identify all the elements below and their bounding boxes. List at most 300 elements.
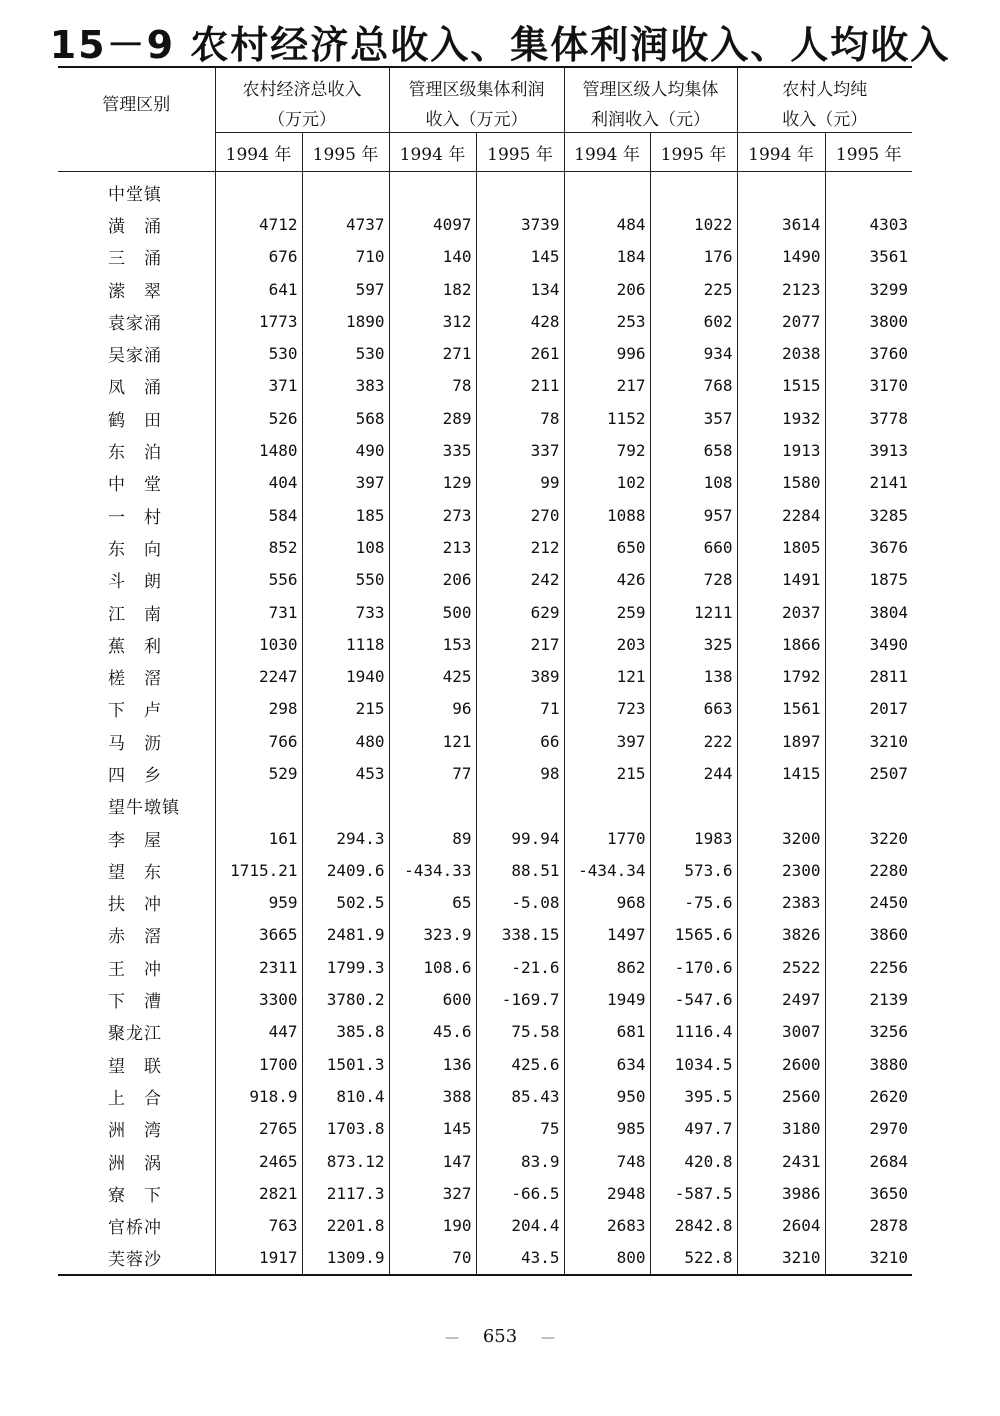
value-cell: 1799.3 bbox=[302, 951, 389, 983]
value-cell: 550 bbox=[302, 564, 389, 596]
value-cell: 1703.8 bbox=[302, 1113, 389, 1145]
value-cell: 71 bbox=[476, 693, 564, 725]
value-cell: 480 bbox=[302, 725, 389, 757]
value-cell: 2842.8 bbox=[650, 1210, 737, 1242]
value-cell bbox=[389, 172, 476, 209]
value-cell bbox=[650, 790, 737, 822]
value-cell: 45.6 bbox=[389, 1016, 476, 1048]
area-name: 官桥冲 bbox=[58, 1210, 215, 1242]
value-cell: 968 bbox=[564, 887, 650, 919]
group-header-line1: 农村人均纯 bbox=[737, 67, 912, 102]
value-cell: 959 bbox=[215, 887, 302, 919]
table-row bbox=[58, 402, 912, 434]
value-cell: 2821 bbox=[215, 1177, 302, 1209]
value-cell: 3739 bbox=[476, 208, 564, 240]
value-cell: 3285 bbox=[869, 505, 908, 525]
value-cell: 641 bbox=[215, 273, 302, 305]
value-cell: 1890 bbox=[302, 305, 389, 337]
area-name: 四 乡 bbox=[58, 757, 215, 789]
table-row bbox=[58, 1048, 912, 1080]
value-cell: 99 bbox=[476, 467, 564, 499]
value-cell: 502.5 bbox=[302, 887, 389, 919]
value-cell: -434.34 bbox=[564, 854, 650, 886]
value-cell: 1949 bbox=[564, 983, 650, 1015]
value-cell bbox=[302, 172, 389, 209]
value-cell: 996 bbox=[564, 337, 650, 369]
value-cell: 985 bbox=[564, 1113, 650, 1145]
value-cell: 3299 bbox=[869, 279, 908, 299]
value-cell: 1491 bbox=[737, 564, 825, 596]
table-row bbox=[58, 628, 912, 660]
value-cell: 3760 bbox=[869, 344, 908, 364]
value-cell: 3676 bbox=[869, 537, 908, 557]
town-name: 中堂镇 bbox=[58, 172, 215, 209]
area-name: 中 堂 bbox=[58, 467, 215, 499]
value-cell: 2123 bbox=[737, 273, 825, 305]
value-cell: 4712 bbox=[215, 208, 302, 240]
table-row bbox=[58, 1080, 912, 1112]
table-row bbox=[58, 499, 912, 531]
value-cell: 70 bbox=[389, 1242, 476, 1275]
value-cell: 862 bbox=[564, 951, 650, 983]
value-cell: 1480 bbox=[215, 434, 302, 466]
value-cell: 1022 bbox=[650, 208, 737, 240]
value-cell: 530 bbox=[215, 337, 302, 369]
area-name: 袁家涌 bbox=[58, 305, 215, 337]
value-cell: -170.6 bbox=[650, 951, 737, 983]
year-header: 1994 年 bbox=[737, 133, 825, 172]
table-row bbox=[58, 434, 912, 466]
value-cell: 3913 bbox=[869, 441, 908, 461]
value-cell: 121 bbox=[564, 660, 650, 692]
value-cell bbox=[389, 790, 476, 822]
value-cell: 918.9 bbox=[215, 1080, 302, 1112]
value-cell: 253 bbox=[564, 305, 650, 337]
page-footer bbox=[0, 1326, 1000, 1347]
area-name: 一 村 bbox=[58, 499, 215, 531]
value-cell: 89 bbox=[389, 822, 476, 854]
value-cell: 1116.4 bbox=[650, 1016, 737, 1048]
value-cell: 650 bbox=[564, 531, 650, 563]
table-row bbox=[58, 1145, 912, 1177]
year-header: 1995 年 bbox=[825, 133, 912, 172]
value-cell: 388 bbox=[389, 1080, 476, 1112]
value-cell: 957 bbox=[650, 499, 737, 531]
table-row bbox=[58, 531, 912, 563]
area-name: 聚龙江 bbox=[58, 1016, 215, 1048]
value-cell: 500 bbox=[389, 596, 476, 628]
value-cell: 395.5 bbox=[650, 1080, 737, 1112]
value-cell: 3561 bbox=[869, 247, 908, 267]
value-cell: 3220 bbox=[869, 828, 908, 848]
value-cell: 2450 bbox=[869, 893, 908, 913]
area-name: 洲 涡 bbox=[58, 1145, 215, 1177]
value-cell: 3880 bbox=[869, 1054, 908, 1074]
table-row bbox=[58, 951, 912, 983]
value-cell: 204.4 bbox=[476, 1210, 564, 1242]
table-row bbox=[58, 919, 912, 951]
value-cell: 658 bbox=[650, 434, 737, 466]
value-cell: 212 bbox=[476, 531, 564, 563]
value-cell: 2311 bbox=[215, 951, 302, 983]
value-cell: 147 bbox=[389, 1145, 476, 1177]
area-name: 赤 滘 bbox=[58, 919, 215, 951]
area-name: 下 卢 bbox=[58, 693, 215, 725]
value-cell bbox=[650, 172, 737, 209]
area-name: 洲 湾 bbox=[58, 1113, 215, 1145]
table-row bbox=[58, 660, 912, 692]
area-name: 三 涌 bbox=[58, 241, 215, 273]
value-cell: 2497 bbox=[737, 983, 825, 1015]
value-cell: 83.9 bbox=[476, 1145, 564, 1177]
group-header-line2: 收入（万元） bbox=[389, 102, 564, 133]
value-cell: 3860 bbox=[869, 925, 908, 945]
value-cell: 85.43 bbox=[476, 1080, 564, 1112]
value-cell: 426 bbox=[564, 564, 650, 596]
value-cell: 2077 bbox=[737, 305, 825, 337]
area-name: 槎 滘 bbox=[58, 660, 215, 692]
value-cell: 242 bbox=[476, 564, 564, 596]
value-cell: 634 bbox=[564, 1048, 650, 1080]
value-cell: 397 bbox=[302, 467, 389, 499]
value-cell: 312 bbox=[389, 305, 476, 337]
value-cell: 763 bbox=[215, 1210, 302, 1242]
value-cell: 203 bbox=[564, 628, 650, 660]
value-cell: 1118 bbox=[302, 628, 389, 660]
area-name: 望 东 bbox=[58, 854, 215, 886]
value-cell bbox=[215, 172, 302, 209]
area-name: 凤 涌 bbox=[58, 370, 215, 402]
value-cell: 273 bbox=[389, 499, 476, 531]
value-cell: 1088 bbox=[564, 499, 650, 531]
value-cell: 2247 bbox=[215, 660, 302, 692]
group-header-line2: （万元） bbox=[215, 102, 389, 133]
value-cell: 270 bbox=[476, 499, 564, 531]
value-cell: -169.7 bbox=[476, 983, 564, 1015]
area-name: 芙蓉沙 bbox=[58, 1242, 215, 1275]
value-cell: 1565.6 bbox=[650, 919, 737, 951]
value-cell: 3490 bbox=[869, 634, 908, 654]
value-cell: 873.12 bbox=[302, 1145, 389, 1177]
value-cell: 748 bbox=[564, 1145, 650, 1177]
table-row bbox=[58, 241, 912, 273]
value-cell: 1030 bbox=[215, 628, 302, 660]
table-body bbox=[58, 172, 912, 1276]
value-cell: 522.8 bbox=[650, 1242, 737, 1275]
value-cell: 2284 bbox=[737, 499, 825, 531]
value-cell: 136 bbox=[389, 1048, 476, 1080]
value-cell: 325 bbox=[650, 628, 737, 660]
value-cell: 428 bbox=[476, 305, 564, 337]
value-cell: 660 bbox=[650, 531, 737, 563]
value-cell: 602 bbox=[650, 305, 737, 337]
area-name: 上 合 bbox=[58, 1080, 215, 1112]
value-cell: 1792 bbox=[737, 660, 825, 692]
income-table bbox=[58, 66, 912, 1276]
value-cell: 206 bbox=[389, 564, 476, 596]
value-cell: 215 bbox=[302, 693, 389, 725]
value-cell: 259 bbox=[564, 596, 650, 628]
value-cell: 731 bbox=[215, 596, 302, 628]
value-cell: 129 bbox=[389, 467, 476, 499]
page-title: 15－9 农村经济总收入、集体利润收入、人均收入 bbox=[49, 23, 951, 67]
value-cell: 3665 bbox=[215, 919, 302, 951]
area-name: 潢 涌 bbox=[58, 208, 215, 240]
value-cell: -587.5 bbox=[650, 1177, 737, 1209]
value-cell: 65 bbox=[389, 887, 476, 919]
value-cell: 1034.5 bbox=[650, 1048, 737, 1080]
value-cell: 2560 bbox=[737, 1080, 825, 1112]
value-cell: 338.15 bbox=[476, 919, 564, 951]
value-cell: 185 bbox=[302, 499, 389, 531]
value-cell: 294.3 bbox=[302, 822, 389, 854]
value-cell: 2507 bbox=[869, 763, 908, 783]
value-cell: 852 bbox=[215, 531, 302, 563]
value-cell bbox=[476, 172, 564, 209]
year-header: 1995 年 bbox=[476, 133, 564, 172]
area-name: 下 漕 bbox=[58, 983, 215, 1015]
value-cell: 327 bbox=[389, 1177, 476, 1209]
year-header: 1995 年 bbox=[302, 133, 389, 172]
value-cell: 484 bbox=[564, 208, 650, 240]
value-cell: 1983 bbox=[650, 822, 737, 854]
value-cell: 77 bbox=[389, 757, 476, 789]
value-cell: 629 bbox=[476, 596, 564, 628]
value-cell: 108 bbox=[302, 531, 389, 563]
value-cell: -21.6 bbox=[476, 951, 564, 983]
value-cell: 425 bbox=[389, 660, 476, 692]
value-cell: 497.7 bbox=[650, 1113, 737, 1145]
value-cell: 573.6 bbox=[650, 854, 737, 886]
value-cell: 3170 bbox=[869, 376, 908, 396]
table-row bbox=[58, 1113, 912, 1145]
value-cell: 2465 bbox=[215, 1145, 302, 1177]
value-cell: 182 bbox=[389, 273, 476, 305]
value-cell: 153 bbox=[389, 628, 476, 660]
value-cell: 2037 bbox=[737, 596, 825, 628]
table-row bbox=[58, 757, 912, 789]
value-cell: 78 bbox=[476, 402, 564, 434]
value-cell: 2280 bbox=[869, 860, 908, 880]
value-cell: 108.6 bbox=[389, 951, 476, 983]
value-cell: 1490 bbox=[737, 241, 825, 273]
value-cell: 663 bbox=[650, 693, 737, 725]
value-cell: 3210 bbox=[825, 1242, 912, 1275]
value-cell: 184 bbox=[564, 241, 650, 273]
value-cell: 768 bbox=[650, 370, 737, 402]
value-cell bbox=[564, 790, 650, 822]
value-cell: 121 bbox=[389, 725, 476, 757]
value-cell: 1715.21 bbox=[215, 854, 302, 886]
value-cell: 2256 bbox=[869, 957, 908, 977]
value-cell: 397 bbox=[564, 725, 650, 757]
group-header-line2: 利润收入（元） bbox=[564, 102, 737, 133]
value-cell: 357 bbox=[650, 402, 737, 434]
table-row bbox=[58, 854, 912, 886]
value-cell: 145 bbox=[389, 1113, 476, 1145]
area-name: 东 泊 bbox=[58, 434, 215, 466]
value-cell: 934 bbox=[650, 337, 737, 369]
value-cell: 1580 bbox=[737, 467, 825, 499]
value-cell: 1932 bbox=[737, 402, 825, 434]
value-cell: 176 bbox=[650, 241, 737, 273]
page-number: 653 bbox=[482, 1326, 518, 1347]
value-cell: 1940 bbox=[302, 660, 389, 692]
value-cell: 597 bbox=[302, 273, 389, 305]
table-row bbox=[58, 693, 912, 725]
value-cell: 681 bbox=[564, 1016, 650, 1048]
value-cell: 2201.8 bbox=[302, 1210, 389, 1242]
value-cell: 600 bbox=[389, 983, 476, 1015]
value-cell: 425.6 bbox=[476, 1048, 564, 1080]
area-name: 马 沥 bbox=[58, 725, 215, 757]
value-cell: 447 bbox=[215, 1016, 302, 1048]
value-cell: 190 bbox=[389, 1210, 476, 1242]
value-cell: 2878 bbox=[869, 1216, 908, 1236]
value-cell: 2117.3 bbox=[302, 1177, 389, 1209]
area-name: 吴家涌 bbox=[58, 337, 215, 369]
year-header: 1995 年 bbox=[650, 133, 737, 172]
group-header-line1: 管理区级人均集体 bbox=[564, 67, 737, 102]
value-cell: 2522 bbox=[737, 951, 825, 983]
year-header: 1994 年 bbox=[564, 133, 650, 172]
table-row bbox=[58, 887, 912, 919]
area-name: 王 冲 bbox=[58, 951, 215, 983]
value-cell: 1875 bbox=[869, 570, 908, 590]
value-cell: 108 bbox=[650, 467, 737, 499]
value-cell: 800 bbox=[564, 1242, 650, 1275]
value-cell: 530 bbox=[302, 337, 389, 369]
value-cell: 404 bbox=[215, 467, 302, 499]
value-cell: 1497 bbox=[564, 919, 650, 951]
value-cell: 1211 bbox=[650, 596, 737, 628]
area-name: 扶 冲 bbox=[58, 887, 215, 919]
value-cell: 810.4 bbox=[302, 1080, 389, 1112]
value-cell: 88.51 bbox=[476, 854, 564, 886]
value-cell: 1866 bbox=[737, 628, 825, 660]
value-cell: 950 bbox=[564, 1080, 650, 1112]
value-cell: 3210 bbox=[737, 1242, 825, 1275]
value-cell: 134 bbox=[476, 273, 564, 305]
value-cell: 723 bbox=[564, 693, 650, 725]
table-row bbox=[58, 1177, 912, 1209]
value-cell bbox=[737, 172, 825, 209]
value-cell bbox=[215, 790, 302, 822]
value-cell: 217 bbox=[564, 370, 650, 402]
value-cell: 102 bbox=[564, 467, 650, 499]
value-cell: 222 bbox=[650, 725, 737, 757]
value-cell: 1501.3 bbox=[302, 1048, 389, 1080]
group-header-line2: 收入（元） bbox=[737, 102, 912, 133]
table-row bbox=[58, 370, 912, 402]
value-cell: 66 bbox=[476, 725, 564, 757]
value-cell: 3780.2 bbox=[302, 983, 389, 1015]
value-cell: 766 bbox=[215, 725, 302, 757]
value-cell: 710 bbox=[302, 241, 389, 273]
value-cell bbox=[476, 790, 564, 822]
value-cell: 490 bbox=[302, 434, 389, 466]
value-cell: 383 bbox=[302, 370, 389, 402]
year-header: 1994 年 bbox=[215, 133, 302, 172]
town-name: 望牛墩镇 bbox=[58, 790, 215, 822]
value-cell: 1561 bbox=[737, 693, 825, 725]
value-cell: 298 bbox=[215, 693, 302, 725]
footer-dash: — bbox=[445, 1330, 460, 1346]
value-cell: 3300 bbox=[215, 983, 302, 1015]
value-cell: 75.58 bbox=[476, 1016, 564, 1048]
value-cell: 2409.6 bbox=[302, 854, 389, 886]
value-cell: 526 bbox=[215, 402, 302, 434]
value-cell: -75.6 bbox=[650, 887, 737, 919]
value-cell: 1913 bbox=[737, 434, 825, 466]
group-header-line1: 管理区级集体利润 bbox=[389, 67, 564, 102]
value-cell: 453 bbox=[302, 757, 389, 789]
table-row bbox=[58, 983, 912, 1015]
value-cell: 2600 bbox=[737, 1048, 825, 1080]
table-row bbox=[58, 725, 912, 757]
area-name: 李 屋 bbox=[58, 822, 215, 854]
value-cell: 1773 bbox=[215, 305, 302, 337]
value-cell: 3007 bbox=[737, 1016, 825, 1048]
town-row bbox=[58, 172, 912, 209]
value-cell: 3650 bbox=[869, 1183, 908, 1203]
value-cell: 3778 bbox=[869, 408, 908, 428]
table-row bbox=[58, 1210, 912, 1242]
value-cell: 389 bbox=[476, 660, 564, 692]
value-cell: 3256 bbox=[869, 1022, 908, 1042]
value-cell: 289 bbox=[389, 402, 476, 434]
value-cell: 43.5 bbox=[476, 1242, 564, 1275]
value-cell: 3826 bbox=[737, 919, 825, 951]
value-cell: 3210 bbox=[869, 731, 908, 751]
value-cell: 2017 bbox=[869, 699, 908, 719]
value-cell: 728 bbox=[650, 564, 737, 596]
value-cell: 2431 bbox=[737, 1145, 825, 1177]
value-cell: 2765 bbox=[215, 1113, 302, 1145]
group-header-line1: 农村经济总收入 bbox=[215, 67, 389, 102]
value-cell: 733 bbox=[302, 596, 389, 628]
value-cell: 215 bbox=[564, 757, 650, 789]
value-cell: 99.94 bbox=[476, 822, 564, 854]
area-name: 寮 下 bbox=[58, 1177, 215, 1209]
value-cell: 78 bbox=[389, 370, 476, 402]
table-row bbox=[58, 822, 912, 854]
value-cell: 1805 bbox=[737, 531, 825, 563]
value-cell: 323.9 bbox=[389, 919, 476, 951]
value-cell: 556 bbox=[215, 564, 302, 596]
value-cell: 2811 bbox=[869, 667, 908, 687]
value-cell: 4097 bbox=[389, 208, 476, 240]
area-name: 江 南 bbox=[58, 596, 215, 628]
value-cell: 420.8 bbox=[650, 1145, 737, 1177]
value-cell: 213 bbox=[389, 531, 476, 563]
value-cell: 385.8 bbox=[302, 1016, 389, 1048]
value-cell: 225 bbox=[650, 273, 737, 305]
value-cell bbox=[825, 172, 912, 209]
table-row bbox=[58, 273, 912, 305]
year-header: 1994 年 bbox=[389, 133, 476, 172]
value-cell: 1770 bbox=[564, 822, 650, 854]
value-cell: 2970 bbox=[869, 1119, 908, 1139]
footer-dash: — bbox=[540, 1330, 555, 1346]
value-cell: 371 bbox=[215, 370, 302, 402]
value-cell: 75 bbox=[476, 1113, 564, 1145]
table-row bbox=[58, 564, 912, 596]
value-cell: 584 bbox=[215, 499, 302, 531]
value-cell: 1917 bbox=[215, 1242, 302, 1275]
value-cell: 96 bbox=[389, 693, 476, 725]
value-cell: 676 bbox=[215, 241, 302, 273]
